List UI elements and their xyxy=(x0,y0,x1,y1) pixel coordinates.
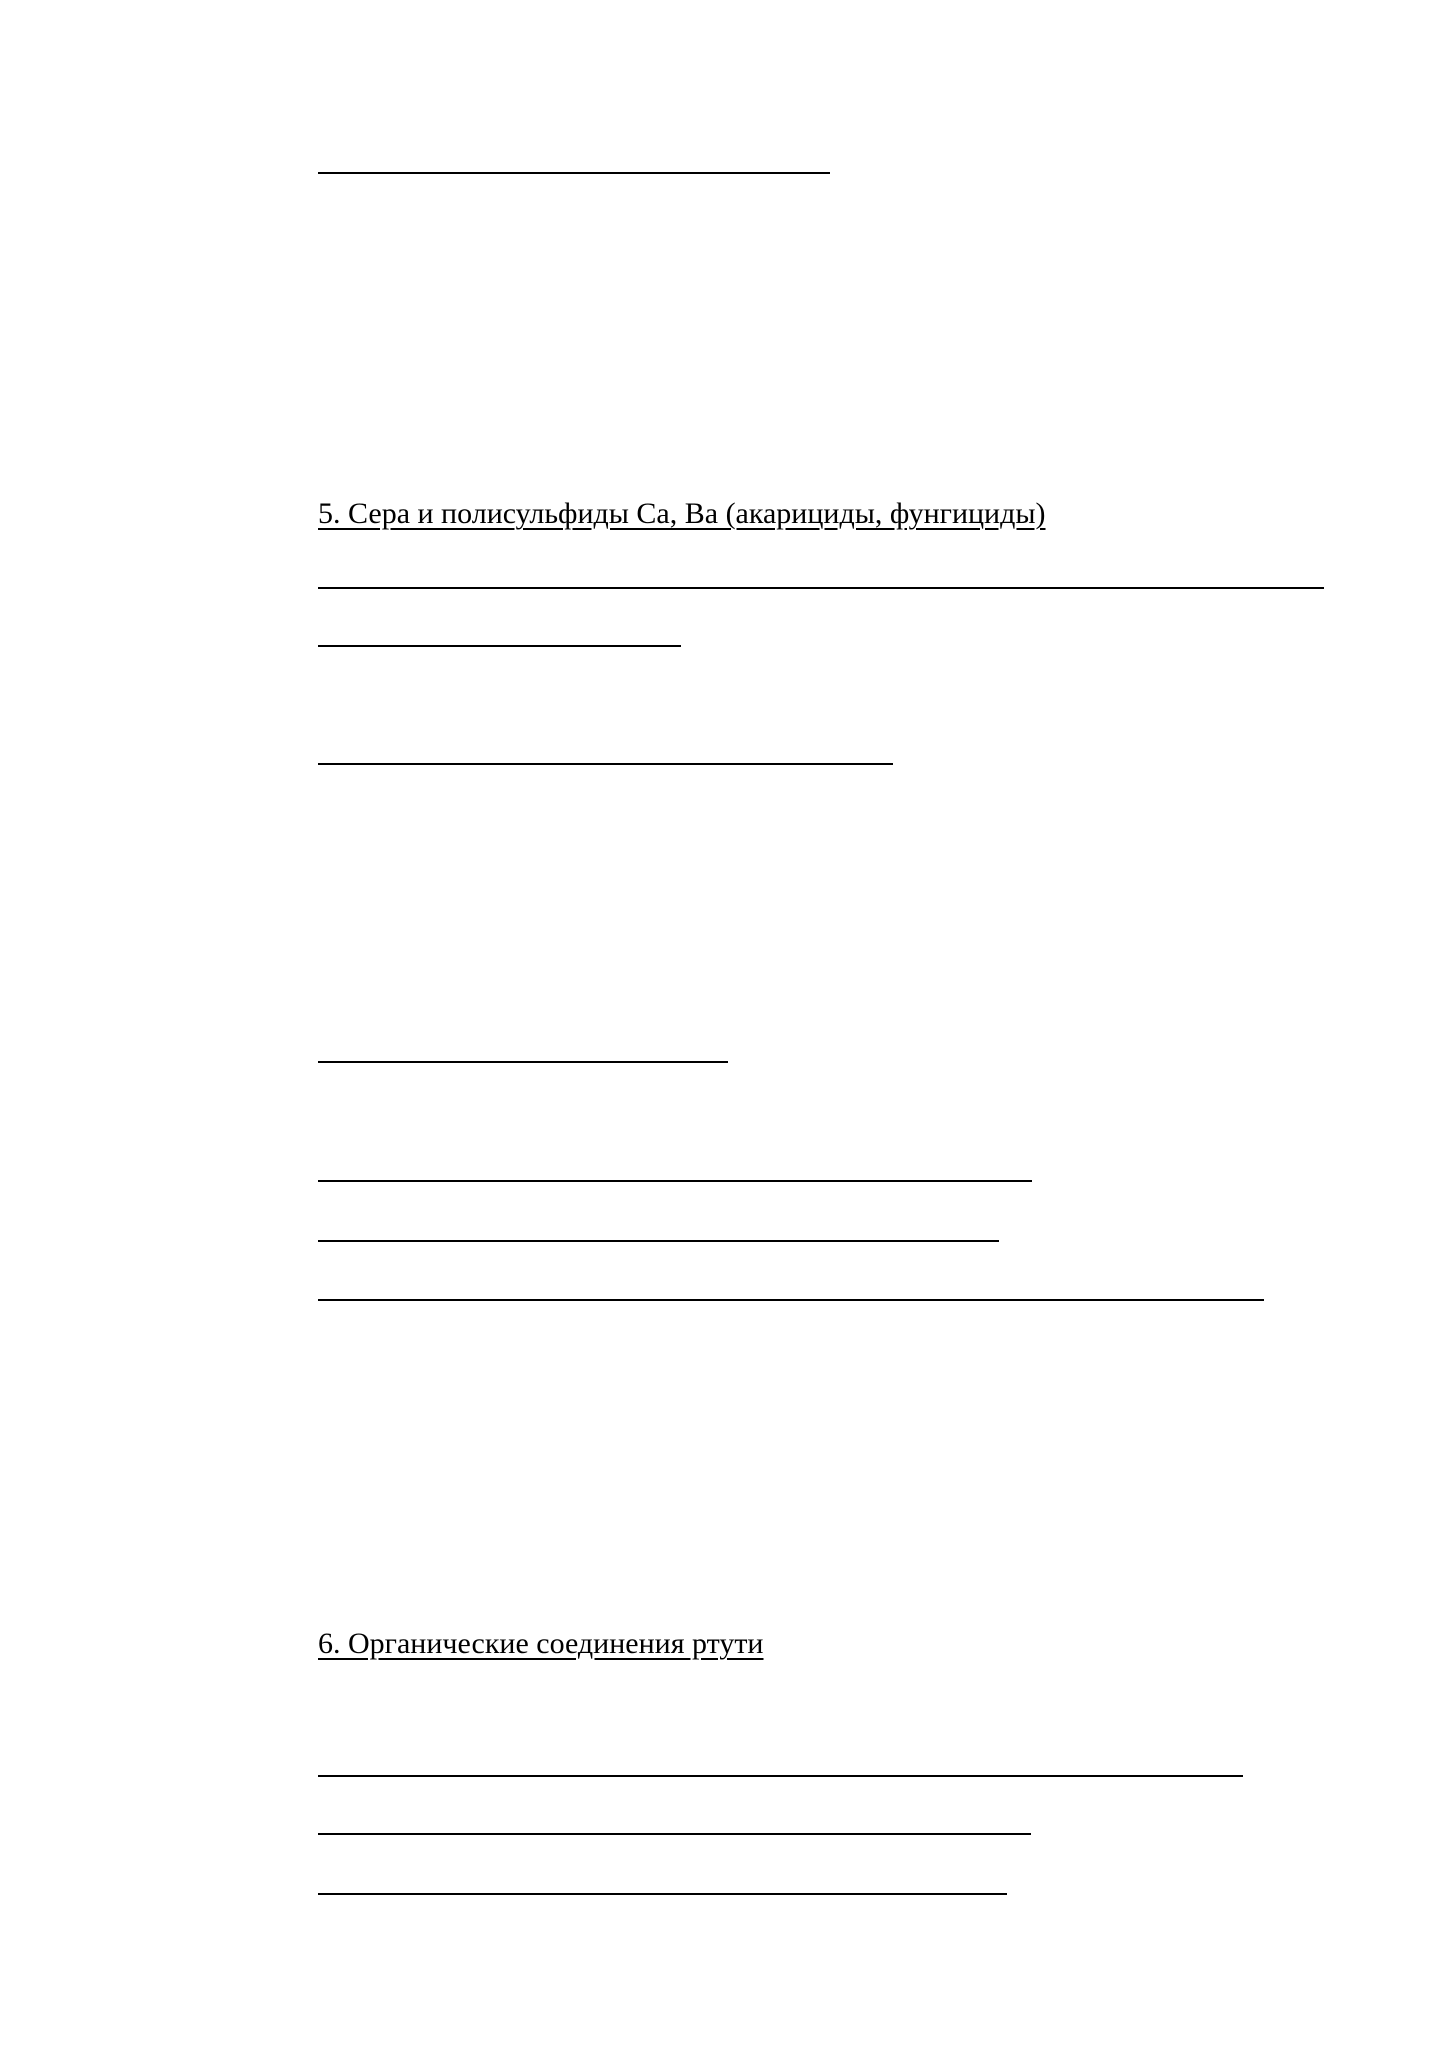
answer-line xyxy=(318,1240,999,1242)
section-6-heading: 6. Органические соединения ртути xyxy=(318,1627,764,1660)
answer-line xyxy=(318,1893,1007,1895)
answer-line xyxy=(318,763,893,765)
answer-line xyxy=(318,1061,728,1063)
answer-line xyxy=(318,1299,1264,1301)
answer-line xyxy=(318,587,1324,589)
section-5-heading: 5. Сера и полисульфиды Ca, Ba (акарициды, фунгициды) xyxy=(318,497,1046,530)
answer-line xyxy=(318,1180,1032,1182)
answer-line xyxy=(318,1775,1243,1777)
answer-line xyxy=(318,645,681,647)
answer-line xyxy=(318,1833,1031,1835)
answer-line xyxy=(318,172,830,174)
